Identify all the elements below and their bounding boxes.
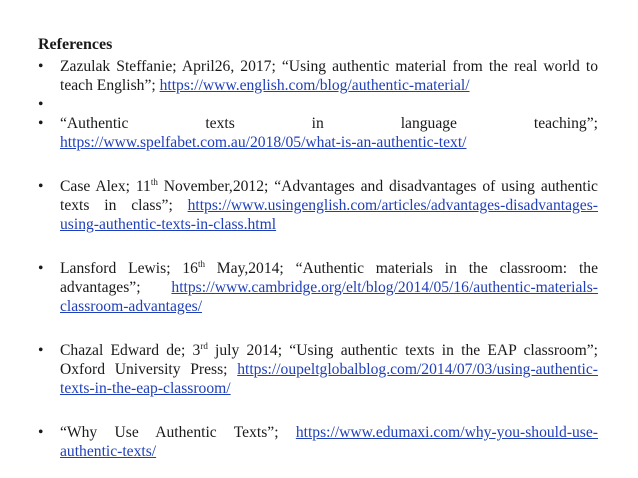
bullet-icon: • <box>38 58 44 75</box>
reference-link[interactable]: https://www.spelfabet.com.au/2018/05/what-is-an-authentic-text/ <box>60 134 467 151</box>
reference-link[interactable]: https://www.cambridge.org/elt/blog/2014/05/16/authentic-materials-classroom-advantages/ <box>60 279 598 315</box>
reference-word: teaching”; <box>533 115 598 132</box>
bullet-icon: • <box>38 424 44 441</box>
reference-text: Case Alex; 11 <box>60 178 151 195</box>
reference-text: Chazal Edward de; 3 <box>60 342 201 359</box>
reference-text: Lansford Lewis; 16 <box>60 260 198 277</box>
reference-item <box>38 177 598 234</box>
reference-link[interactable]: https://www.edumaxi.com/why-you-should-use-authentic-texts/ <box>60 424 598 460</box>
reference-word: in <box>311 115 324 132</box>
reference-text: “Why Use Authentic Texts”; <box>60 424 296 441</box>
bullet-icon: • <box>38 96 44 113</box>
reference-link[interactable]: https://www.usingenglish.com/articles/advantages-disadvantages-using-authentic-texts-in-class.html <box>60 197 598 233</box>
reference-text: july 2014; “Using authentic texts in the EAP classroom”; Oxford University Press; <box>60 342 598 378</box>
reference-word: texts <box>205 115 235 132</box>
reference-link[interactable]: https://www.english.com/blog/authentic-material/ <box>159 77 470 94</box>
reference-text: Zazulak Steffanie; April26, 2017; “Using authentic material from the real world to teach English”; <box>60 58 598 94</box>
reference-text <box>60 114 598 133</box>
ordinal-suffix: th <box>150 177 158 187</box>
reference-item <box>38 423 598 461</box>
reference-word: “Authentic <box>60 115 129 132</box>
reference-link[interactable]: https://oupeltglobalblog.com/2014/07/03/using-authentic-texts-in-the-eap-classroom/ <box>60 361 598 397</box>
ordinal-suffix: rd <box>200 341 208 351</box>
bullet-icon: • <box>38 342 44 359</box>
bullet-icon: • <box>38 260 44 277</box>
ordinal-suffix: th <box>197 259 205 269</box>
reference-item-empty <box>38 95 598 114</box>
references-heading: References <box>38 36 113 53</box>
reference-list <box>38 57 598 461</box>
reference-word: language <box>400 115 457 132</box>
reference-item <box>38 57 598 95</box>
reference-item <box>38 341 598 398</box>
reference-text: May,2014; “Authentic materials in the classroom: the advantages”; <box>60 260 598 296</box>
reference-item <box>38 114 598 152</box>
reference-item <box>38 259 598 316</box>
bullet-icon: • <box>38 178 44 195</box>
bullet-icon: • <box>38 115 44 132</box>
reference-text: November,2012; “Advantages and disadvantages of using authentic texts in class”; <box>60 178 598 214</box>
